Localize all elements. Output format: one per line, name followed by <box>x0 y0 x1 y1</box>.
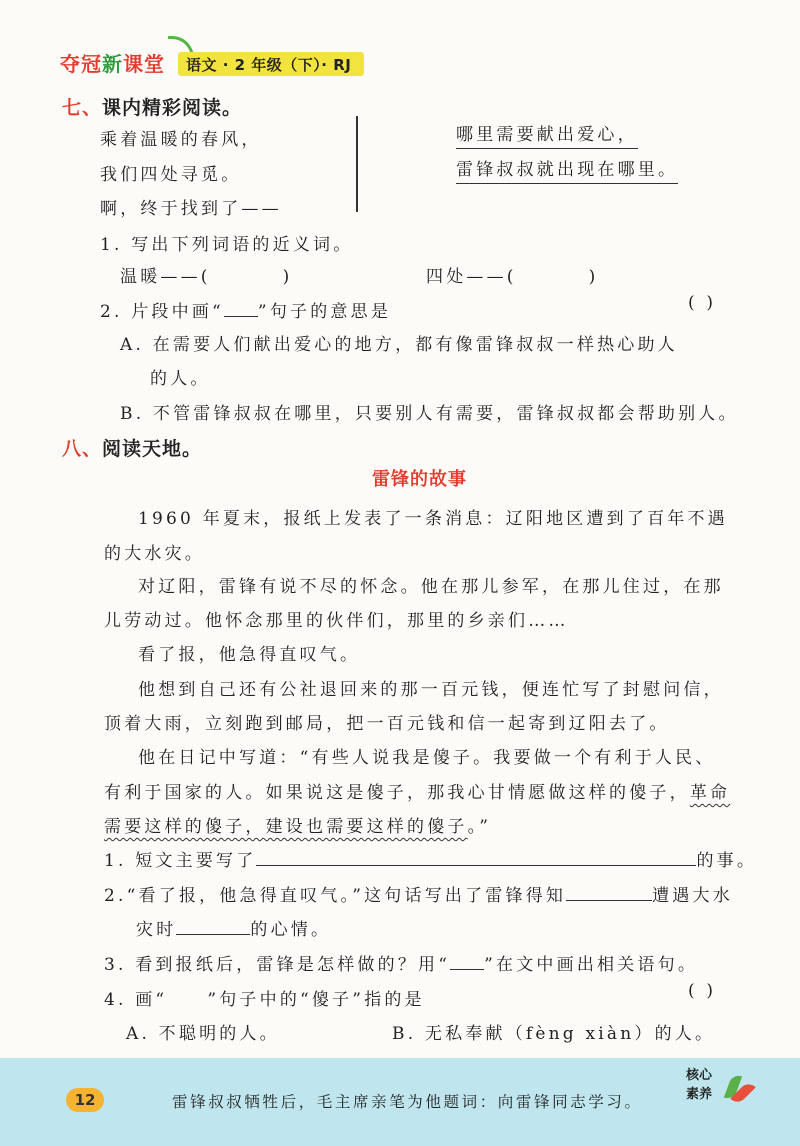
question-8-2-line2: 灾时 的心情。 <box>136 920 332 940</box>
question-7-2: 2. 片段中画“ ”句子的意思是 <box>100 302 392 322</box>
answer-paren-8-4[interactable]: ( ) <box>688 981 717 1001</box>
story-p5-line3: 需要这样的傻子，建设也需要这样的傻子。” <box>104 817 492 837</box>
option-8-4-a: A. 不聪明的人。 <box>126 1024 280 1044</box>
option-7-2-a-line1: A. 在需要人们献出爱心的地方，都有像雷锋叔叔一样热心助人 <box>120 335 678 355</box>
story-p5-line1: 他在日记中写道：“有些人说我是傻子。我要做一个有利于人民、 <box>138 748 716 768</box>
story-p1-line1: 1960 年夏末，报纸上发表了一条消息：辽阳地区遭到了百年不遇 <box>138 509 728 529</box>
story-p3: 看了报，他急得直叹气。 <box>138 645 361 665</box>
synonym-item-1: 温暖——( ) <box>120 267 293 287</box>
subject-tag: 语文 · 2 年级（下）· RJ <box>178 52 364 76</box>
page-number: 12 <box>66 1088 104 1112</box>
option-8-4-b: B. 无私奉献（fèng xiàn）的人。 <box>392 1024 716 1044</box>
core-literacy-badge: 核心 素养 <box>686 1066 750 1114</box>
poem-line-1: 乘着温暖的春风， <box>100 130 262 150</box>
poem-line-3: 啊，终于找到了—— <box>100 199 282 219</box>
story-p4-line1: 他想到自己还有公社退回来的那一百元钱，便连忙写了封慰问信， <box>138 680 724 700</box>
question-8-1: 1. 短文主要写了 的事。 <box>104 851 758 871</box>
story-p2-line1: 对辽阳，雷锋有说不尽的怀念。他在那儿参军，在那儿住过，在那 <box>138 577 724 597</box>
story-title: 雷锋的故事 <box>372 469 467 490</box>
story-p5-line2: 有利于国家的人。如果说这是傻子，那我心甘情愿做这样的傻子，革命 <box>104 783 731 803</box>
option-7-2-a-line2: 的人。 <box>150 369 211 389</box>
brand-logo: 夺冠新课堂 <box>60 52 165 76</box>
story-p1-line2: 的大水灾。 <box>104 544 205 564</box>
option-7-2-b: B. 不管雷锋叔叔在哪里，只要别人有需要，雷锋叔叔都会帮助别人。 <box>120 404 739 424</box>
story-p2-line2: 儿劳动过。他怀念那里的伙伴们，那里的乡亲们…… <box>104 611 569 631</box>
poem-line-4: 哪里需要献出爱心， <box>456 120 638 149</box>
question-8-4: 4. 画“ ”句子中的“傻子”指的是 <box>104 990 425 1010</box>
question-8-2-line1: 2.“看了报，他急得直叹气。”这句话写出了雷锋得知 遭遇大水 <box>104 886 733 906</box>
divider <box>356 116 358 212</box>
section-8-heading: 八、阅读天地。 <box>62 438 203 460</box>
answer-paren-7-2[interactable]: ( ) <box>688 293 717 313</box>
synonym-item-2: 四处——( ) <box>426 267 599 287</box>
footer-tip: 雷锋叔叔牺牲后，毛主席亲笔为他题词：向雷锋同志学习。 <box>172 1093 643 1111</box>
wavy-line-marker <box>160 985 194 1005</box>
section-7-heading: 七、课内精彩阅读。 <box>62 97 243 119</box>
poem-line-5: 雷锋叔叔就出现在哪里。 <box>456 155 678 184</box>
question-8-3: 3. 看到报纸后，雷锋是怎样做的？用“ ”在文中画出相关语句。 <box>104 955 699 975</box>
question-7-1: 1. 写出下列词语的近义词。 <box>100 235 354 255</box>
story-p4-line2: 顶着大雨，立刻跑到邮局，把一百元钱和信一起寄到辽阳去了。 <box>104 714 670 734</box>
poem-line-2: 我们四处寻觅。 <box>100 165 242 185</box>
